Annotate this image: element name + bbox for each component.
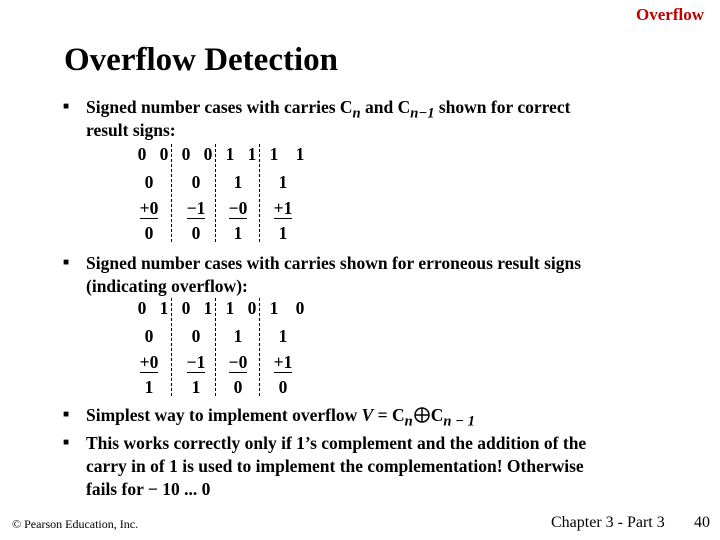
- sum-digit: 1: [144, 377, 154, 397]
- bullet-marker-3: ■: [63, 409, 70, 420]
- operand-digit: 0: [144, 172, 154, 192]
- carry-digit: 1: [295, 144, 305, 164]
- bullet-2-line-1: Signed number cases with carries shown for erroneous result signs: [86, 253, 582, 273]
- carry-digit: 0: [137, 298, 147, 318]
- bullet-1-line-2: result signs:: [86, 120, 176, 140]
- operand-digit: −0: [228, 198, 248, 218]
- sum-digit: 0: [278, 377, 288, 397]
- sum-digit: 0: [144, 223, 154, 243]
- carry-digit: 0: [181, 298, 191, 318]
- operand-digit: −1: [186, 198, 206, 218]
- operand-digit: 1: [233, 326, 243, 346]
- operand-digit: +0: [139, 198, 159, 218]
- operand-digit: 0: [191, 326, 201, 346]
- carry-digit: 0: [295, 298, 305, 318]
- bullet-4-line-3: fails for − 10 ... 0: [86, 479, 211, 499]
- operand-digit: 0: [191, 172, 201, 192]
- bullet-1-line-1: Signed number cases with carries $C_n$ and $C_{n-1}$ shown for correct: [86, 97, 571, 122]
- sum-digit: 1: [278, 223, 288, 243]
- sum-digit: 0: [233, 377, 243, 397]
- sum-digit: 0: [191, 223, 201, 243]
- carry-digit: 1: [225, 298, 235, 318]
- bullet-marker-2: ■: [63, 257, 70, 268]
- operand-digit: 1: [278, 172, 288, 192]
- footer-copyright: © Pearson Education, Inc.: [12, 517, 139, 531]
- sum-digit: 1: [233, 223, 243, 243]
- footer-chapter: Chapter 3 - Part 3: [551, 514, 665, 531]
- carry-digit: 1: [225, 144, 235, 164]
- bullet-marker-1: ■: [63, 101, 70, 112]
- carry-digit: 1: [203, 298, 213, 318]
- operand-digit: 0: [144, 326, 154, 346]
- carry-digit: 1: [247, 144, 257, 164]
- operand-digit: −1: [186, 352, 206, 372]
- bullet-4-line-1: This works correctly only if 1’s complement and the addition of the: [86, 433, 587, 453]
- section-tag: Overflow: [636, 5, 704, 24]
- operand-digit: +0: [139, 352, 159, 372]
- carry-digit: 0: [181, 144, 191, 164]
- bullet-3-text: Simplest way to implement overflow $V = C_n$ $C_{n - 1}$: [86, 405, 475, 430]
- sum-digit: 1: [191, 377, 201, 397]
- page-title: Overflow Detection: [64, 42, 338, 78]
- operand-digit: 1: [278, 326, 288, 346]
- operand-digit: +1: [273, 198, 293, 218]
- carry-digit: 1: [159, 298, 169, 318]
- carry-digit: 1: [269, 298, 279, 318]
- carry-digit: 0: [137, 144, 147, 164]
- footer-page-number: 40: [694, 514, 710, 531]
- carry-digit: 0: [203, 144, 213, 164]
- carry-digit: 0: [159, 144, 169, 164]
- carry-digit: 0: [247, 298, 257, 318]
- bullet-marker-4: ■: [63, 437, 70, 448]
- operand-digit: +1: [273, 352, 293, 372]
- operand-digit: 1: [233, 172, 243, 192]
- xor-icon: [414, 406, 430, 422]
- carry-digit: 1: [269, 144, 279, 164]
- bullet-4-line-2: carry in of 1 is used to implement the complementation! Otherwise: [86, 456, 584, 476]
- operand-digit: −0: [228, 352, 248, 372]
- bullet-2-line-2: (indicating overflow):: [86, 276, 248, 296]
